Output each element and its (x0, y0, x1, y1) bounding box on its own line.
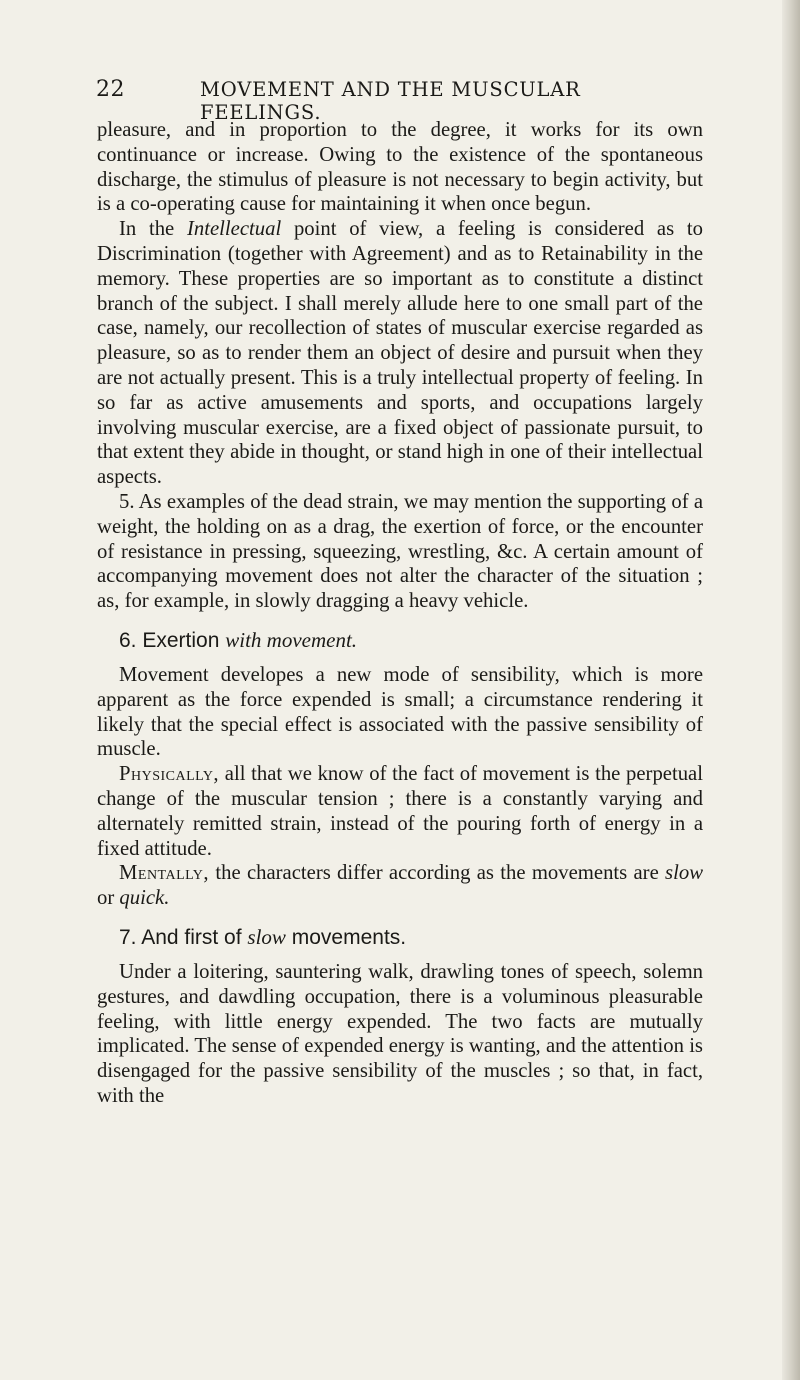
running-title: MOVEMENT AND THE MUSCULAR FEELINGS. (200, 78, 581, 124)
paragraph-slow-movements (97, 960, 703, 1109)
italic-term: Intellectual (186, 218, 282, 241)
running-header (96, 77, 706, 124)
paragraph-text: the characters differ according as the movements are (209, 862, 666, 885)
paragraph-dead-strain (97, 490, 703, 614)
paragraph-text: point of view, a feeling is considered as to Discrimination (together with Agreement) and as to Retainability in the memory. These properties are so important as to constitute a distinct branch of the subject. I shall merely allude here to one small part of the case, namely, our recollection of states of muscular exercise regarded as pleasure, so as to render them an object of desire and pursuit when they are not actually present. This is a truly intellectual property of feeling. In so far as active amusements and sports, and occupations largely involving muscular exercise, are a fixed object of passionate pursuit, to that extent they abide in thought, or stand high in one of their intellectual aspects. (97, 218, 703, 489)
heading-italic: slow (247, 924, 286, 949)
small-caps-lead: Physically, (119, 763, 220, 786)
section-heading-6 (97, 628, 703, 653)
small-caps-lead: Mentally, (119, 862, 210, 885)
paragraph-text: Under a loitering, sauntering walk, drawling tones of speech, solemn gestures, and dawdling occupation, there is a voluminous pleasurable feeling, with little energy expended. The two facts are mutually implicated. The sense of expended energy is wanting, and the attention is disengaged for the passive sensibility of the muscles ; so that, in fact, with the (97, 960, 703, 1107)
heading-italic: with movement. (225, 627, 358, 652)
paragraph-physically (97, 762, 703, 861)
body-text (97, 118, 703, 1109)
paragraph-text: all that we know of the fact of movement is the perpetual change of the muscular tension ; there is a constantly varying and alternately remitted strain, instead of the pouring forth of energy in a fixed attitude. (97, 763, 703, 860)
italic-term: quick. (119, 887, 170, 910)
heading-text: 6. Exertion (119, 628, 226, 652)
heading-text: movements. (285, 925, 407, 949)
paragraph-text: or (97, 887, 120, 910)
paragraph-mentally (97, 861, 703, 911)
italic-term: slow (665, 862, 703, 885)
paragraph-text: pleasure, and in proportion to the degree, it works for its own continuance or increase. Owing to the existence of the spontaneous discharge, the stimulus of pleasure is not necessary to begin activity, but is a co-operating cause for maintaining it when once begun. (97, 119, 703, 216)
paragraph-continuation (97, 118, 703, 217)
paragraph-movement (97, 663, 703, 762)
paragraph-text: In the (119, 218, 187, 241)
section-heading-7 (97, 925, 703, 950)
page-edge (782, 0, 800, 1380)
paragraph-text: Movement developes a new mode of sensibility, which is more apparent as the force expended is small; a circumstance rendering it likely that the special effect is associated with the passive sensibility of muscle. (97, 663, 703, 761)
paragraph-text: 5. As examples of the dead strain, we may mention the supporting of a weight, the holding on as a drag, the exertion of force, or the encounter of resistance in pressing, squeezing, wrestling, &c. A certain amount of accompanying movement does not alter the character of the situation ; as, for example, in slowly dragging a heavy vehicle. (97, 490, 703, 613)
heading-text: 7. And first of (119, 925, 248, 949)
page-number: 22 (96, 77, 125, 102)
paragraph-intellectual (97, 217, 703, 490)
